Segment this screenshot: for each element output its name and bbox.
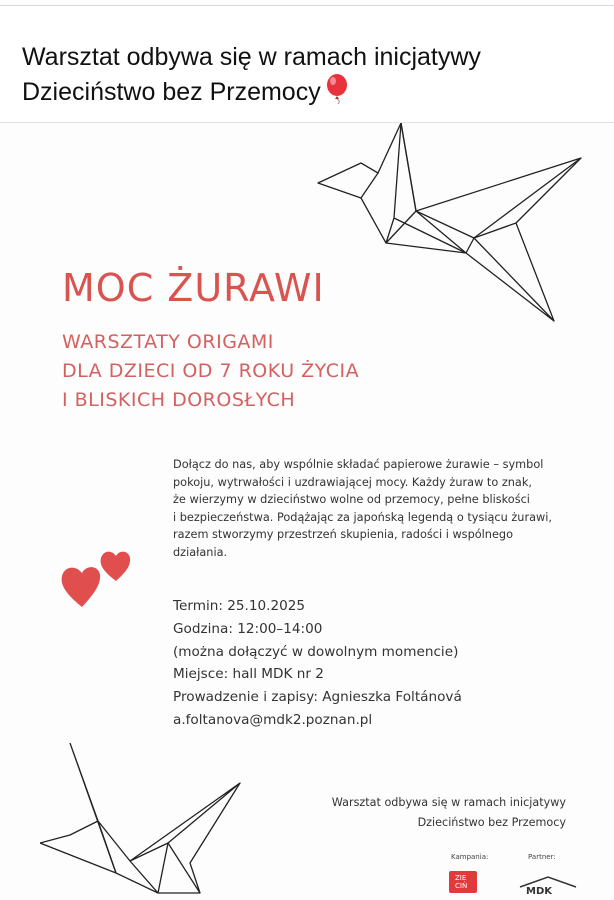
caption-line-2-text: Dzieciństwo bez Przemocy [22,78,321,107]
poster-image [0,123,614,900]
partner-label: Partner: [528,853,556,861]
description-line: że wierzymy w dzieciństwo wolne od przemocy, pełne bliskości [173,493,530,507]
partner-logo [518,875,578,895]
event-email: a.foltanova@mdk2.poznan.pl [173,711,373,728]
campaign-logo-text: CIŃ [455,882,468,890]
event-place: Miejsce: hall MDK nr 2 [173,666,324,683]
poster-title: MOC ŻURAWI [62,266,325,310]
hearts-icon [60,547,140,609]
origami-crane-bottom-icon [40,743,250,900]
subtitle-line: DLA DZIECI OD 7 ROKU ŻYCIA [62,360,360,382]
description-line: pokoju, wytrwałości i uzdrawiającej mocy. Każdy żuraw to znak, [173,475,532,489]
event-host: Prowadzenie i zapisy: Agnieszka Foltánová [173,689,462,706]
description-line: i bezpieczeństwa. Podążając za japońską legendą o tysiącu żurawi, [173,510,552,524]
top-border [0,0,614,6]
description-line: razem stworzymy przestrzeń skupienia, radości i wspólnego [173,528,513,542]
campaign-logo [449,871,477,893]
poster-description [173,456,573,562]
subtitle-line: WARSZTATY ORIGAMI [62,331,274,353]
poster-subtitle [62,328,482,415]
caption-line-2 [22,74,602,113]
footer-line-1: Warsztat odbywa się w ramach inicjatywy [331,796,566,809]
event-time: Godzina: 12:00–14:00 [173,620,323,637]
description-line: Dołącz do nas, aby wspólnie składać papierowe żurawie – symbol [173,458,544,471]
origami-crane-top-icon [316,123,586,323]
post-caption [22,40,602,113]
campaign-label: Kampania: [451,853,489,861]
caption-line-1: Warsztat odbywa się w ramach inicjatywy [22,43,481,71]
partner-logo-text: MDK [526,886,553,895]
event-details [173,595,573,732]
balloon-icon [325,74,351,113]
footer-line-2: Dzieciństwo bez Przemocy [417,816,566,829]
event-note: (można dołączyć w dowolnym momencie) [173,643,459,660]
subtitle-line: I BLISKICH DOROSŁYCH [62,389,296,411]
campaign-logo-text: ZIE [455,874,467,882]
footer-note [332,793,566,833]
description-line: działania. [173,545,228,559]
event-date: Termin: 25.10.2025 [173,598,306,614]
